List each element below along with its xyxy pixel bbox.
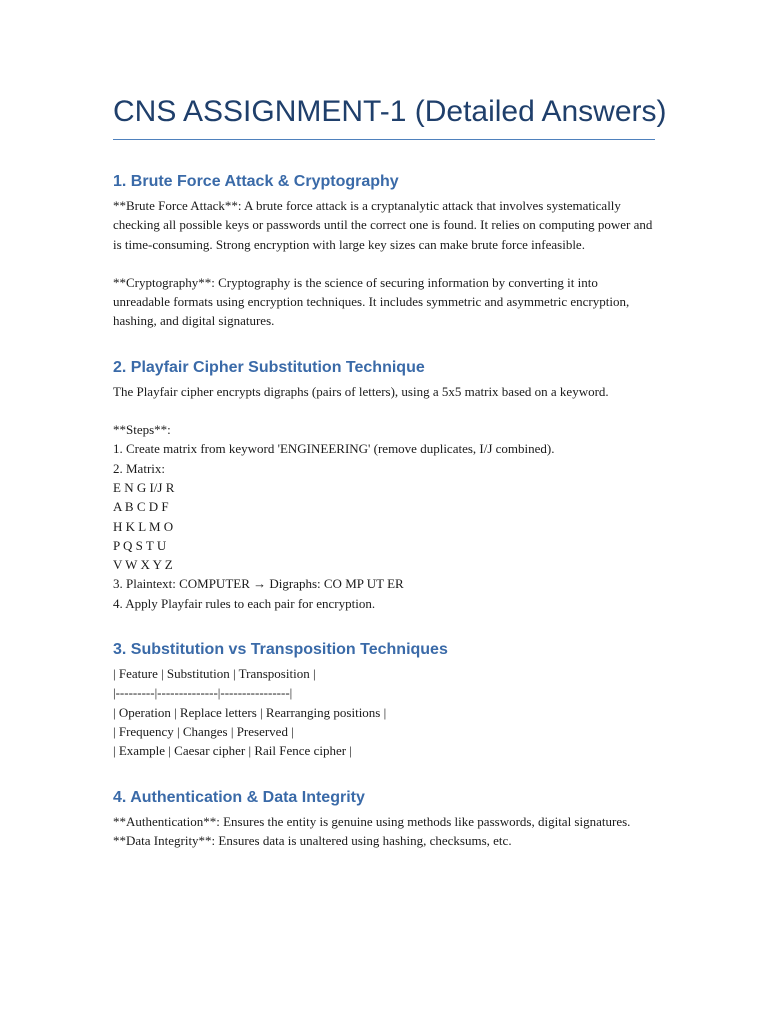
section-substitution-vs-transposition [113, 636, 658, 760]
table-row: | Frequency | Changes | Preserved | [113, 723, 294, 739]
section-brute-force [113, 168, 658, 331]
section-authentication [113, 784, 658, 851]
title-underline [113, 139, 655, 140]
step-line: 3. Plaintext: COMPUTER → Digraphs: CO MP UT ER [113, 576, 404, 592]
step-line: 2. Matrix: [113, 460, 165, 476]
table-row: | Operation | Replace letters | Rearranging positions | [113, 704, 387, 720]
section-heading: 4. Authentication & Data Integrity [113, 788, 365, 806]
section-heading: 3. Substitution vs Transposition Techniques [113, 641, 448, 659]
step-line: 1. Create matrix from keyword 'ENGINEERING' (remove duplicates, I/J combined). [113, 441, 555, 457]
table-row: | Feature | Substitution | Transposition | [113, 666, 316, 682]
step-line: 4. Apply Playfair rules to each pair for encryption. [113, 595, 376, 611]
matrix-row: E N G I/J R [113, 479, 175, 495]
table-row: | Example | Caesar cipher | Rail Fence cipher | [113, 743, 352, 759]
section-heading: 1. Brute Force Attack & Cryptography [113, 173, 399, 190]
paragraph: **Cryptography**: Cryptography is the science of securing information by converting it into unreadable formats using encryption techniques. It includes symmetric and asymmetric encryption, hashing, and digital signatures. [113, 274, 630, 329]
paragraph: **Authentication**: Ensures the entity is genuine using methods like passwords, digital signatures. [113, 813, 631, 829]
steps-label: **Steps**: [113, 422, 171, 438]
paragraph: **Brute Force Attack**: A brute force attack is a cryptanalytic attack that involves systematically checking all possible keys or passwords until the correct one is found. It relies on computing power and is time-consuming. Strong encryption with large key sizes can make brute force infeasible. [113, 198, 653, 252]
section-playfair [113, 354, 658, 613]
document-body [113, 168, 658, 850]
section-heading: 2. Playfair Cipher Substitution Technique [113, 358, 425, 376]
matrix-row: H K L M O [113, 518, 174, 534]
document-title: CNS ASSIGNMENT-1 (Detailed Answers) [113, 95, 667, 128]
table-row: |---------|--------------|----------------| [113, 685, 293, 701]
matrix-row: A B C D F [113, 499, 169, 515]
paragraph: **Data Integrity**: Ensures data is unaltered using hashing, checksums, etc. [113, 832, 512, 848]
matrix-row: V W X Y Z [113, 557, 173, 573]
matrix-row: P Q S T U [113, 537, 167, 553]
paragraph: The Playfair cipher encrypts digraphs (pairs of letters), using a 5x5 matrix based on a keyword. [113, 383, 609, 399]
